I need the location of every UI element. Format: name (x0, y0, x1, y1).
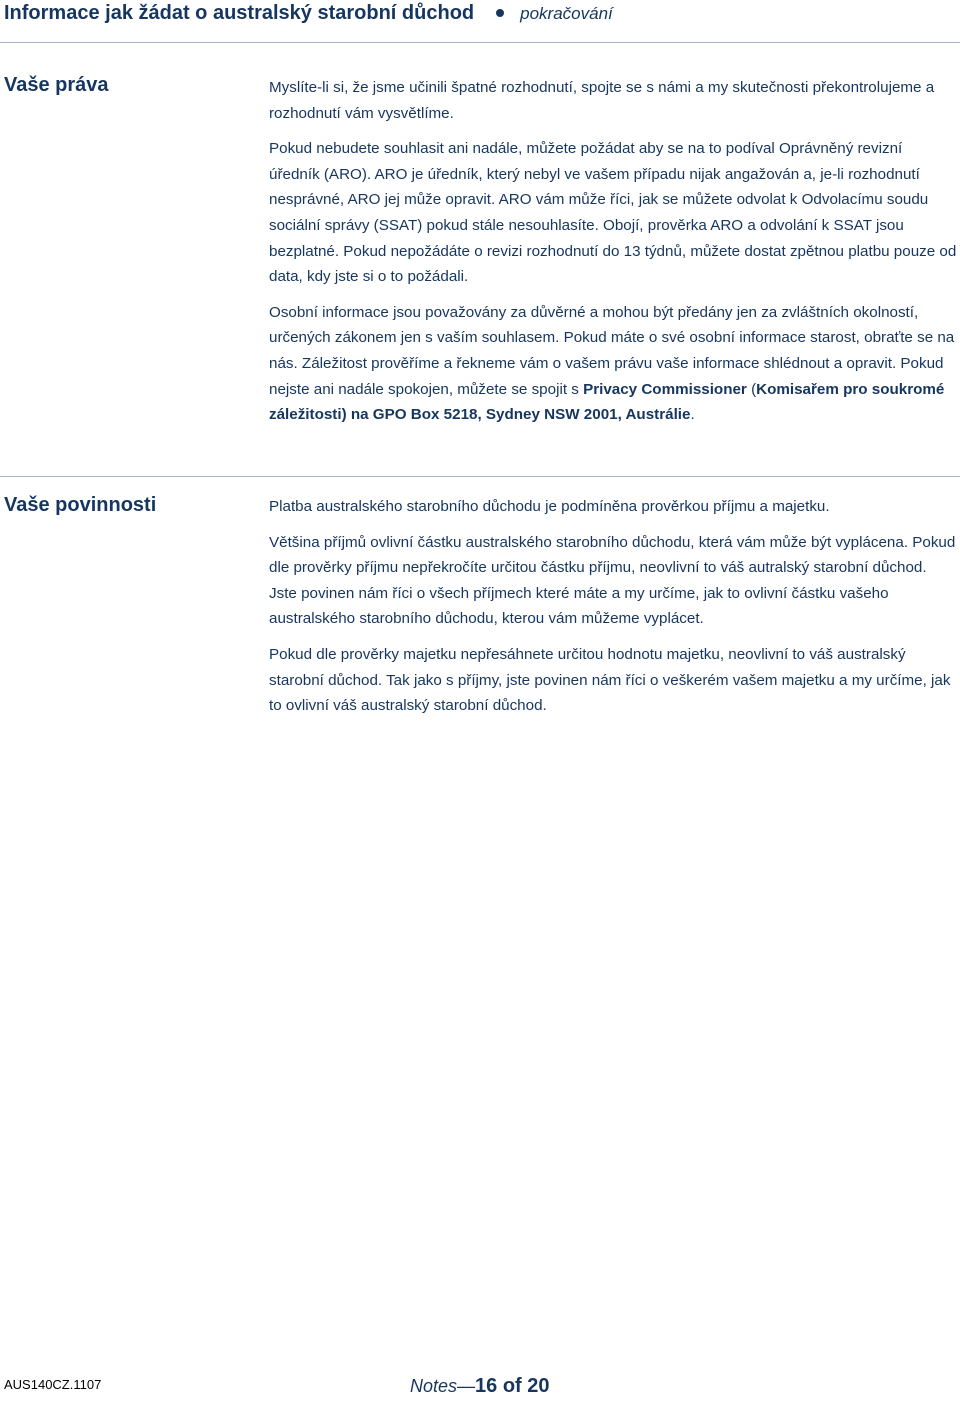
document-code: AUS140CZ.1107 (4, 1377, 102, 1392)
page-header (4, 2, 956, 30)
duties-paragraph-1: Platba australského starobního důchodu je podmíněna prověrkou příjmu a majetku. (269, 498, 830, 515)
section-divider (0, 476, 960, 477)
rights-p3-text: Osobní informace jsou považovány za důvěrné a mohou být předány jen za zvláštních okolností, určených zákonem jen s vaším souhlasem. Pokud máte o své osobní informace starost, obraťte se na nás. Záležitost prověříme a řekneme vám o vašem právu vaše informace shlédnout a opravit. Pokud nejste ani nadále spokojen, můžete se spojit s (269, 303, 955, 398)
rights-paragraph-3 (269, 300, 957, 428)
section-body-rights (269, 75, 957, 438)
header-divider (0, 42, 960, 43)
duties-paragraph-2: Většina příjmů ovlivní částku australského starobního důchodu, která vám může být vyplácena. Pokud dle prověrky příjmu nepřekročíte určitou částku příjmu, neovlivní to váš autralský starobní důchod. Jste povinen nám říci o všech příjmech které máte a my určíme, jak to ovlivní částku vašeho australského starobního důchodu, kterou vám můžeme vyplácet. (269, 533, 956, 628)
footer-dash: — (457, 1376, 476, 1396)
rights-p3-end: . (690, 406, 695, 424)
rights-paragraph-1: Myslíte-li si, že jsme učinili špatné rozhodnutí, spojte se s námi a my skutečnosti překontrolujeme a rozhodnutí vám vysvětlíme. (269, 79, 935, 122)
bullet-separator (496, 9, 504, 17)
privacy-commissioner-name: Privacy Commissioner (583, 380, 747, 398)
section-heading-rights: Vaše práva (4, 74, 109, 96)
page-number: 16 of 20 (475, 1375, 550, 1397)
section-heading-duties: Vaše povinnosti (4, 494, 157, 516)
privacy-commissioner-address: Komisařem pro soukromé záležitosti) na GPO Box 5218, Sydney NSW 2001, Austrálie (269, 380, 945, 424)
notes-label: Notes (410, 1376, 458, 1396)
page-indicator (410, 1375, 550, 1398)
section-body-duties (269, 494, 957, 729)
document-title: Informace jak žádat o australský starobní důchod (4, 2, 475, 24)
rights-p3-paren: ( (746, 380, 757, 398)
document-subtitle: pokračování (520, 4, 613, 23)
rights-paragraph-2: Pokud nebudete souhlasit ani nadále, můžete požádat aby se na to podíval Oprávněný revizní úředník (ARO). ARO je úředník, který nebyl ve vašem případu nijak angažován a, je-li rozhodnutí nesprávné, ARO jej může opravit. ARO vám může říci, jak se můžete odvolat k Odvolacímu soudu sociální správy (SSAT) pokud stále nesouhlasíte. Obojí, prověrka ARO a odvolání k SSAT jsou bezplatné. Pokud nepožádáte o revizi rozhodnutí do 13 týdnů, můžete dostat zpětnou platbu pouze od data, kdy jste si o to požádali. (269, 140, 957, 286)
duties-paragraph-3: Pokud dle prověrky majetku nepřesáhnete určitou hodnotu majetku, neovlivní to váš australský starobní důchod. Tak jako s příjmy, jste povinen nám říci o veškerém vašem majetku a my určíme, jak to ovlivní váš australský starobní důchod. (269, 645, 951, 715)
